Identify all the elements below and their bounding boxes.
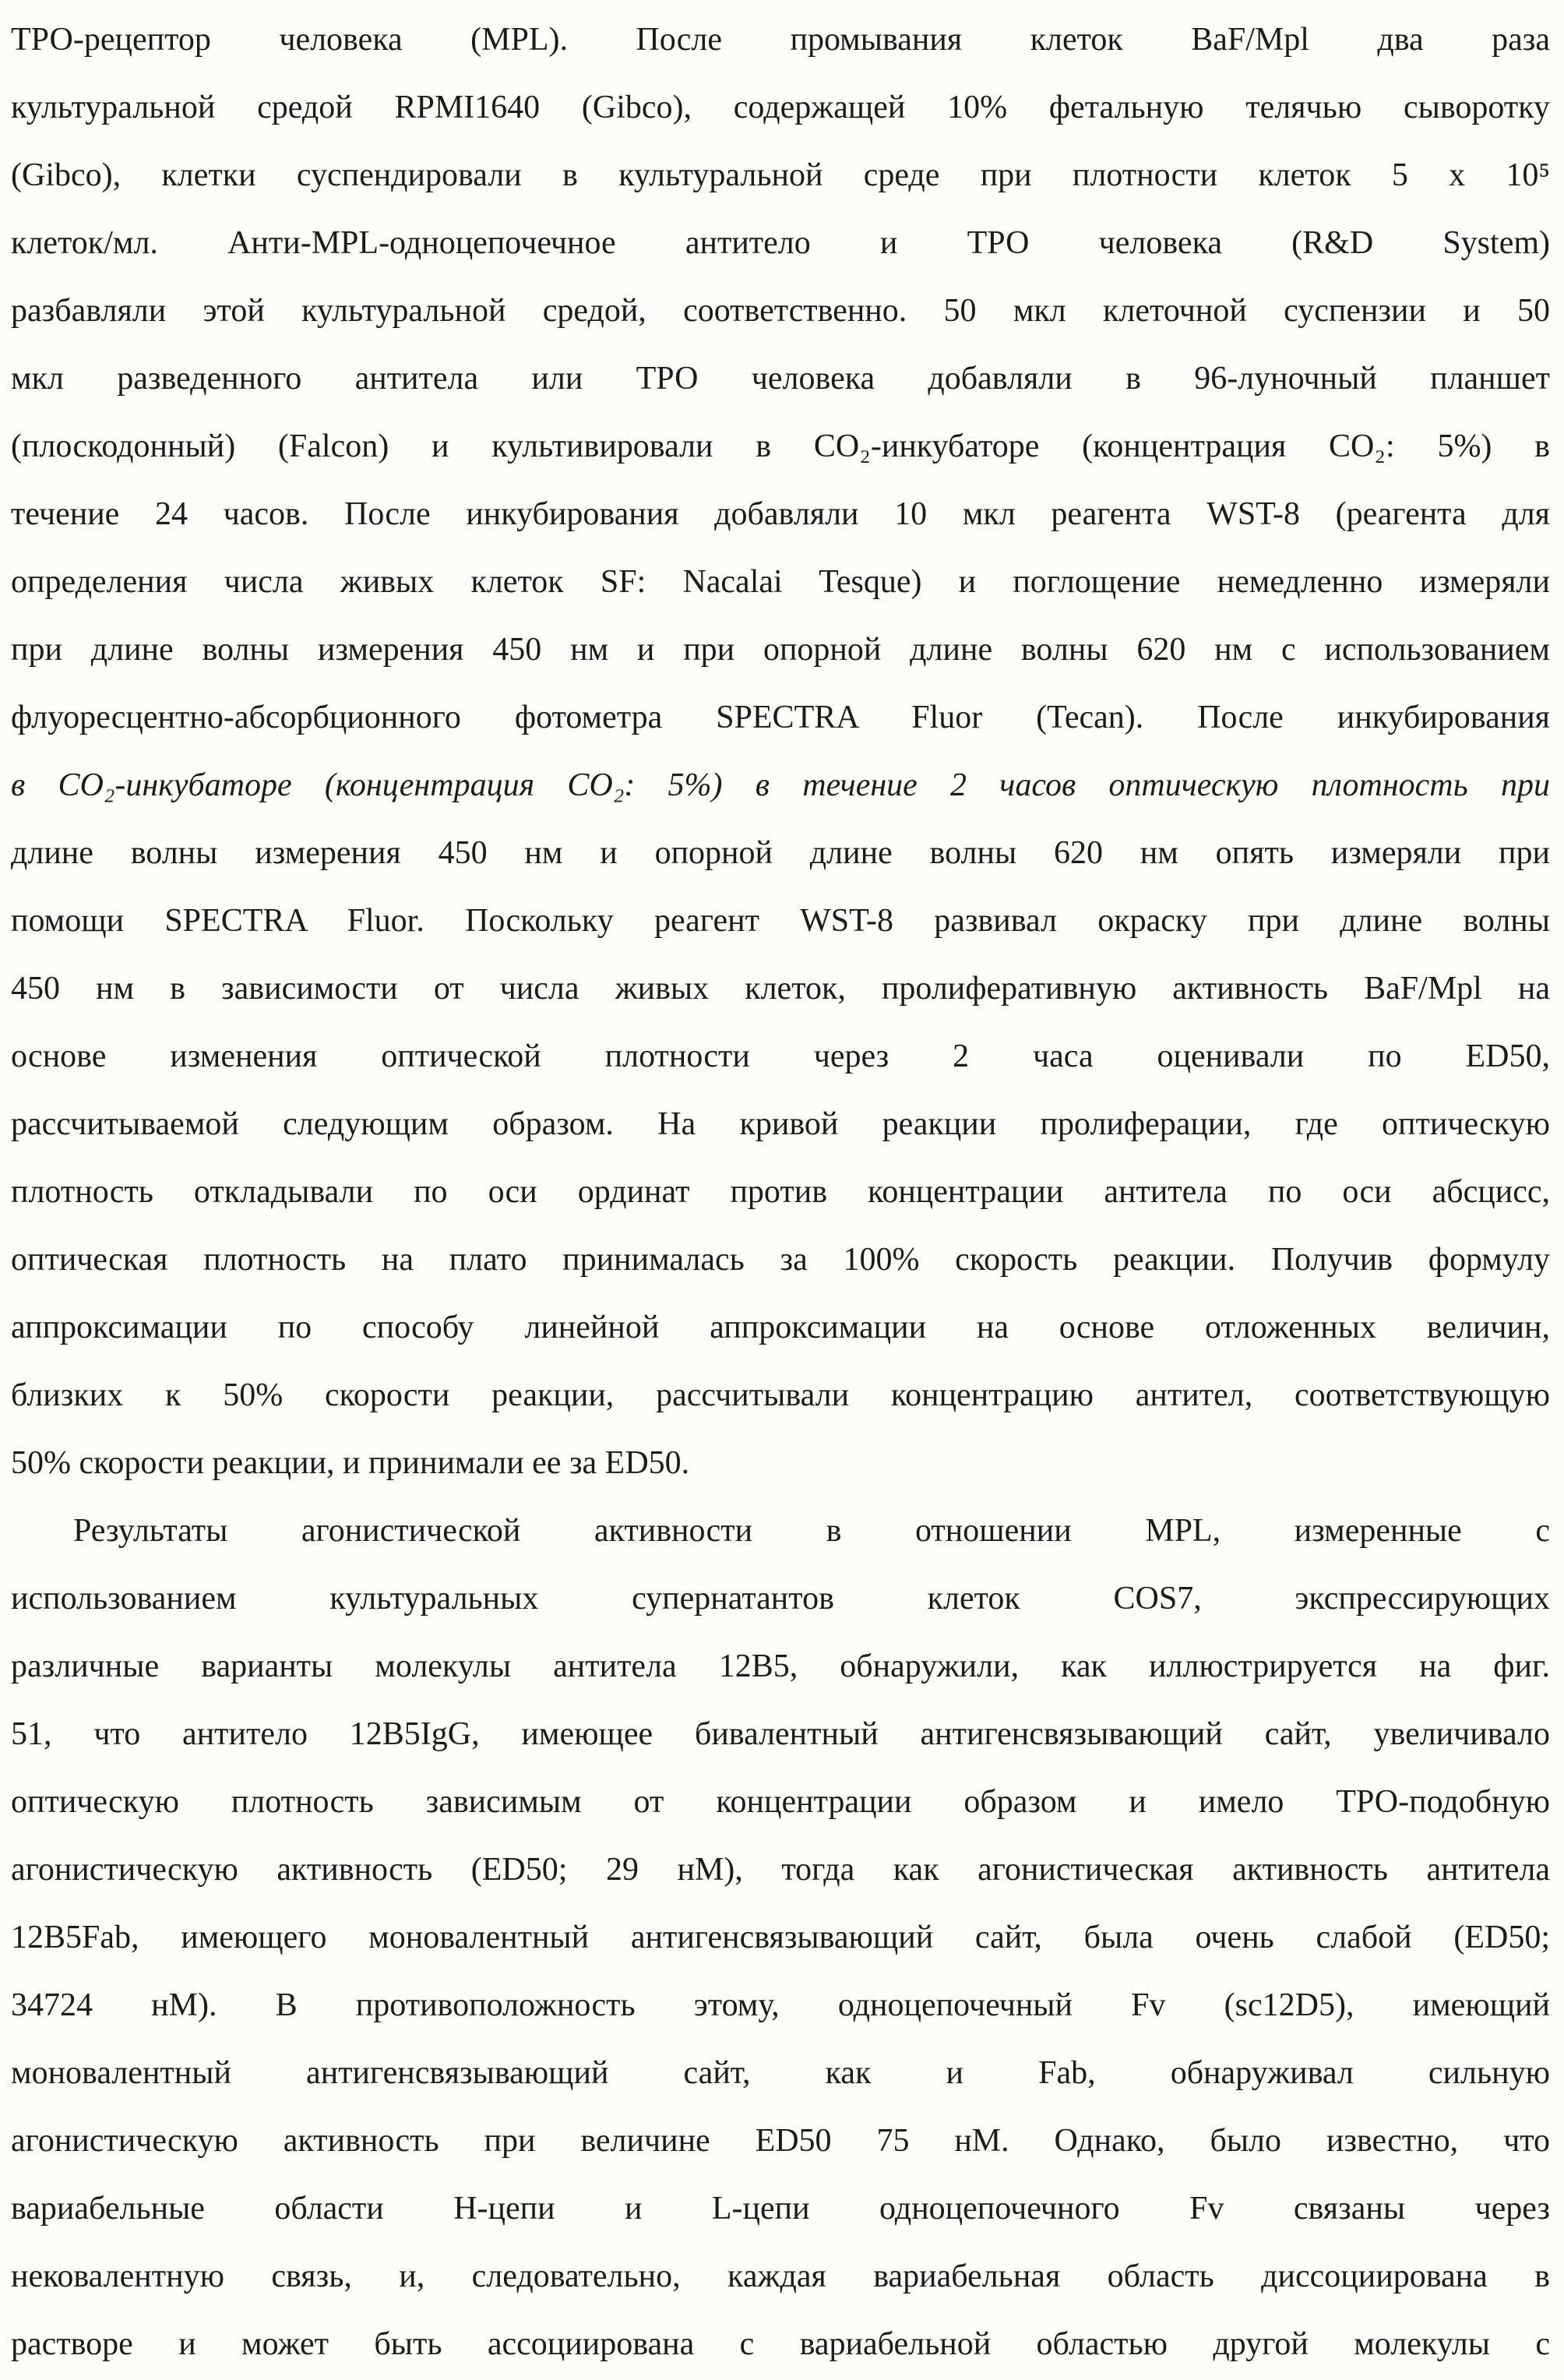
text-line: при длине волны измерения 450 нм и при опорной длине волны 620 нм с использованием bbox=[11, 632, 1550, 668]
text-line: (Gibco), клетки суспендировали в культуральной среде при плотности клеток 5 х 10⁵ bbox=[11, 157, 1550, 193]
text-line: нековалентную связь, и, следовательно, каждая вариабельная область диссоциирована в bbox=[11, 2258, 1550, 2294]
text-line: плотность откладывали по оси ординат против концентрации антитела по оси абсцисс, bbox=[11, 1174, 1550, 1210]
text-line: длине волны измерения 450 нм и опорной длине волны 620 нм опять измеряли при bbox=[11, 835, 1550, 871]
text-line: использованием культуральных супернатантов клеток COS7, экспрессирующих bbox=[11, 1581, 1550, 1617]
text-line: близких к 50% скорости реакции, рассчитывали концентрацию антител, соответствующую bbox=[11, 1377, 1550, 1413]
text-line: Результаты агонистической активности в отношении MPL, измеренные с bbox=[73, 1513, 1550, 1549]
text-line: агонистическую активность при величине ED50 75 нМ. Однако, было известно, что bbox=[11, 2123, 1550, 2159]
text-line: 450 нм в зависимости от числа живых клеток, пролиферативную активность BaF/Mpl на bbox=[11, 971, 1550, 1007]
text-line: 50% скорости реакции, и принимали ее за ED50. bbox=[11, 1445, 690, 1481]
document-text bbox=[11, 6, 1550, 2378]
text-line: различные варианты молекулы антитела 12B5, обнаружили, как иллюстрируется на фиг. bbox=[11, 1648, 1550, 1684]
text-line: аппроксимации по способу линейной аппроксимации на основе отложенных величин, bbox=[11, 1310, 1550, 1345]
text-line: мкл разведенного антитела или ТРО человека добавляли в 96-луночный планшет bbox=[11, 361, 1550, 397]
text-line: культуральной средой RPMI1640 (Gibco), содержащей 10% фетальную телячью сыворотку bbox=[11, 90, 1550, 125]
text-line: (плоскодонный) (Falcon) и культивировали в СО₂-инкубаторе (концентрация СО₂: 5%) в bbox=[11, 428, 1550, 464]
text-line: оптическая плотность на плато принималась за 100% скорость реакции. Получив формулу bbox=[11, 1242, 1550, 1278]
text-line: 12B5Fab, имеющего моновалентный антигенсвязывающий сайт, была очень слабой (ED50; bbox=[11, 1920, 1550, 1955]
text-line: рассчитываемой следующим образом. На кривой реакции пролиферации, где оптическую bbox=[11, 1106, 1550, 1142]
text-line: помощи SPECTRA Fluor. Поскольку реагент WST-8 развивал окраску при длине волны bbox=[11, 903, 1550, 939]
text-line: агонистическую активность (ED50; 29 нМ), тогда как агонистическая активность антитела bbox=[11, 1852, 1550, 1888]
text-line: разбавляли этой культуральной средой, соответственно. 50 мкл клеточной суспензии и 50 bbox=[11, 293, 1550, 329]
text-line: клеток/мл. Анти-MPL-одноцепочечное антитело и ТРО человека (R&D System) bbox=[11, 225, 1550, 261]
text-line: оптическую плотность зависимым от концентрации образом и имело ТРО-подобную bbox=[11, 1784, 1550, 1820]
text-line: ТРО-рецептор человека (MPL). После промывания клеток BaF/Mpl два раза bbox=[11, 22, 1550, 58]
text-line: растворе и может быть ассоциирована с вариабельной областью другой молекулы с bbox=[11, 2326, 1550, 2362]
text-line: определения числа живых клеток SF: Nacalai Tesque) и поглощение немедленно измеряли bbox=[11, 564, 1550, 600]
text-line: течение 24 часов. После инкубирования добавляли 10 мкл реагента WST-8 (реагента для bbox=[11, 496, 1550, 532]
text-line: основе изменения оптической плотности через 2 часа оценивали по ED50, bbox=[11, 1038, 1550, 1074]
text-line: вариабельные области Н-цепи и L-цепи одноцепочечного Fv связаны через bbox=[11, 2191, 1550, 2227]
text-line: флуоресцентно-абсорбционного фотометра SPECTRA Fluor (Tecan). После инкубирования bbox=[11, 700, 1550, 735]
text-line: 51, что антитело 12B5IgG, имеющее бивалентный антигенсвязывающий сайт, увеличивало bbox=[11, 1716, 1550, 1752]
text-line: моновалентный антигенсвязывающий сайт, как и Fab, обнаруживал сильную bbox=[11, 2055, 1550, 2091]
text-line: 34724 нМ). В противоположность этому, одноцепочечный Fv (sc12D5), имеющий bbox=[11, 1987, 1550, 2023]
text-line: в СО₂-инкубаторе (концентрация СО₂: 5%) в течение 2 часов оптическую плотность при bbox=[11, 767, 1550, 803]
